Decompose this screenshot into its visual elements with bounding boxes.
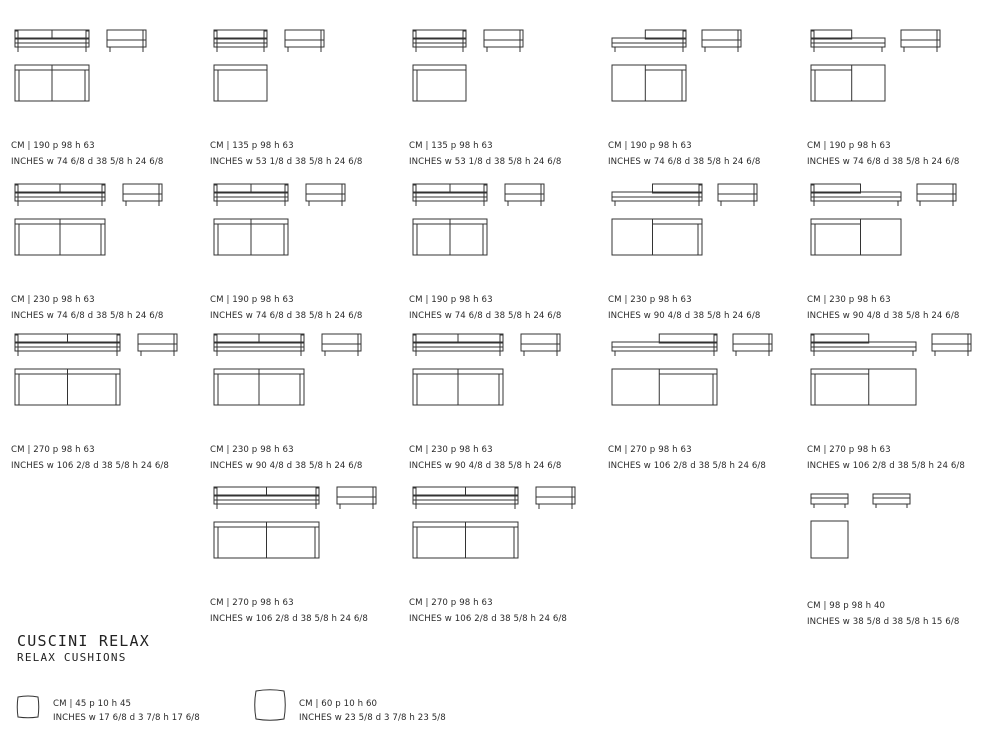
dimensions-inches: INCHES w 90 4/8 d 38 5/8 h 24 6/8 (409, 461, 562, 471)
armrest (321, 30, 324, 47)
module-drawing (210, 30, 370, 105)
cushion-icon (253, 688, 287, 722)
dimensions-inches: INCHES w 53 1/8 d 38 5/8 h 24 6/8 (210, 157, 363, 167)
armrest (358, 334, 361, 351)
module-card (210, 487, 395, 627)
module-card (807, 490, 992, 630)
side-view (505, 184, 544, 201)
dimensions-inches: INCHES w 74 6/8 d 38 5/8 h 24 6/8 (409, 311, 562, 321)
dimensions-inches: INCHES w 53 1/8 d 38 5/8 h 24 6/8 (409, 157, 562, 167)
dimensions-cm: CM | 190 p 98 h 63 (11, 141, 95, 151)
side-view (285, 30, 324, 47)
dimensions-cm: CM | 230 p 98 h 63 (11, 295, 95, 305)
armrest (174, 334, 177, 351)
module-card (409, 184, 594, 324)
module-card (210, 334, 395, 474)
armrest (541, 184, 544, 201)
module-card (807, 30, 992, 170)
module-drawing (409, 30, 569, 105)
side-view (123, 184, 162, 201)
dimensions-cm: CM | 230 p 98 h 63 (807, 295, 891, 305)
module-card (608, 30, 793, 170)
side-view (484, 30, 523, 47)
module-card (11, 184, 196, 324)
armrest (769, 334, 772, 351)
armrest (520, 30, 523, 47)
dimensions-cm: CM | 270 p 98 h 63 (409, 598, 493, 608)
dimensions-inches: INCHES w 106 2/8 d 38 5/8 h 24 6/8 (807, 461, 965, 471)
cushion-dimensions-inches: INCHES w 17 6/8 d 3 7/8 h 17 6/8 (53, 713, 200, 723)
dimensions-cm: CM | 135 p 98 h 63 (210, 141, 294, 151)
side-view (536, 487, 575, 504)
side-view (306, 184, 345, 201)
module-card (11, 30, 196, 170)
dimensions-inches: INCHES w 106 2/8 d 38 5/8 h 24 6/8 (210, 614, 368, 624)
armrest (968, 334, 971, 351)
module-drawing (807, 334, 987, 409)
module-card (608, 334, 793, 474)
dimensions-cm: CM | 190 p 98 h 63 (409, 295, 493, 305)
side-view (107, 30, 146, 47)
module-drawing (11, 184, 181, 259)
module-card (409, 487, 594, 627)
side-view (702, 30, 741, 47)
dimensions-cm: CM | 230 p 98 h 63 (409, 445, 493, 455)
cushion-card (15, 694, 255, 734)
module-drawing (807, 184, 977, 259)
module-drawing (409, 487, 589, 562)
armrest (557, 334, 560, 351)
module-drawing (210, 334, 390, 409)
dimensions-cm: CM | 270 p 98 h 63 (807, 445, 891, 455)
pouf-plan (811, 521, 848, 558)
module-card (11, 334, 196, 474)
module-card (210, 30, 395, 170)
armrest (937, 30, 940, 47)
armrest (373, 487, 376, 504)
module-drawing (11, 334, 191, 409)
armrest (143, 30, 146, 47)
module-card (409, 334, 594, 474)
armrest (953, 184, 956, 201)
module-drawing (608, 30, 778, 105)
dimensions-inches: INCHES w 90 4/8 d 38 5/8 h 24 6/8 (210, 461, 363, 471)
module-drawing (807, 490, 927, 565)
module-drawing (210, 487, 390, 562)
module-drawing (807, 30, 977, 105)
side-view (337, 487, 376, 504)
side-view (932, 334, 971, 351)
side-view (917, 184, 956, 201)
dimensions-inches: INCHES w 38 5/8 d 38 5/8 h 15 6/8 (807, 617, 960, 627)
cushion-icon (15, 694, 41, 720)
cushion-dimensions-cm: CM | 60 p 10 h 60 (299, 699, 378, 709)
section-subtitle: RELAX CUSHIONS (17, 651, 127, 664)
armrest (159, 184, 162, 201)
pouf-front (811, 494, 848, 504)
cushion-dimensions-cm: CM | 45 p 10 h 45 (53, 699, 132, 709)
side-view (718, 184, 757, 201)
dimensions-inches: INCHES w 106 2/8 d 38 5/8 h 24 6/8 (409, 614, 567, 624)
dimensions-inches: INCHES w 74 6/8 d 38 5/8 h 24 6/8 (11, 311, 164, 321)
armrest (342, 184, 345, 201)
armrest (754, 184, 757, 201)
module-card (210, 184, 395, 324)
module-drawing (608, 184, 778, 259)
module-drawing (11, 30, 171, 105)
dimensions-inches: INCHES w 74 6/8 d 38 5/8 h 24 6/8 (11, 157, 164, 167)
side-view (322, 334, 361, 351)
side-view (901, 30, 940, 47)
module-drawing (409, 184, 579, 259)
dimensions-inches: INCHES w 74 6/8 d 38 5/8 h 24 6/8 (807, 157, 960, 167)
dimensions-inches: INCHES w 74 6/8 d 38 5/8 h 24 6/8 (210, 311, 363, 321)
pouf-side (873, 494, 910, 504)
module-drawing (409, 334, 589, 409)
cushion-card (253, 688, 503, 728)
module-card (608, 184, 793, 324)
side-view (138, 334, 177, 351)
armrest (572, 487, 575, 504)
module-card (409, 30, 594, 170)
cushion-dimensions-inches: INCHES w 23 5/8 d 3 7/8 h 23 5/8 (299, 713, 446, 723)
dimensions-inches: INCHES w 74 6/8 d 38 5/8 h 24 6/8 (608, 157, 761, 167)
module-card (807, 334, 992, 474)
dimensions-cm: CM | 190 p 98 h 63 (807, 141, 891, 151)
module-card (807, 184, 992, 324)
dimensions-cm: CM | 190 p 98 h 63 (210, 295, 294, 305)
dimensions-cm: CM | 270 p 98 h 63 (11, 445, 95, 455)
dimensions-cm: CM | 230 p 98 h 63 (210, 445, 294, 455)
dimensions-cm: CM | 270 p 98 h 63 (608, 445, 692, 455)
dimensions-cm: CM | 98 p 98 h 40 (807, 601, 886, 611)
dimensions-cm: CM | 230 p 98 h 63 (608, 295, 692, 305)
side-view (733, 334, 772, 351)
dimensions-inches: INCHES w 90 4/8 d 38 5/8 h 24 6/8 (807, 311, 960, 321)
dimensions-inches: INCHES w 106 2/8 d 38 5/8 h 24 6/8 (608, 461, 766, 471)
armrest (738, 30, 741, 47)
dimensions-inches: INCHES w 106 2/8 d 38 5/8 h 24 6/8 (11, 461, 169, 471)
module-drawing (608, 334, 788, 409)
module-drawing (210, 184, 380, 259)
dimensions-cm: CM | 190 p 98 h 63 (608, 141, 692, 151)
dimensions-cm: CM | 135 p 98 h 63 (409, 141, 493, 151)
section-title: CUSCINI RELAX (17, 632, 150, 650)
side-view (521, 334, 560, 351)
dimensions-inches: INCHES w 90 4/8 d 38 5/8 h 24 6/8 (608, 311, 761, 321)
dimensions-cm: CM | 270 p 98 h 63 (210, 598, 294, 608)
